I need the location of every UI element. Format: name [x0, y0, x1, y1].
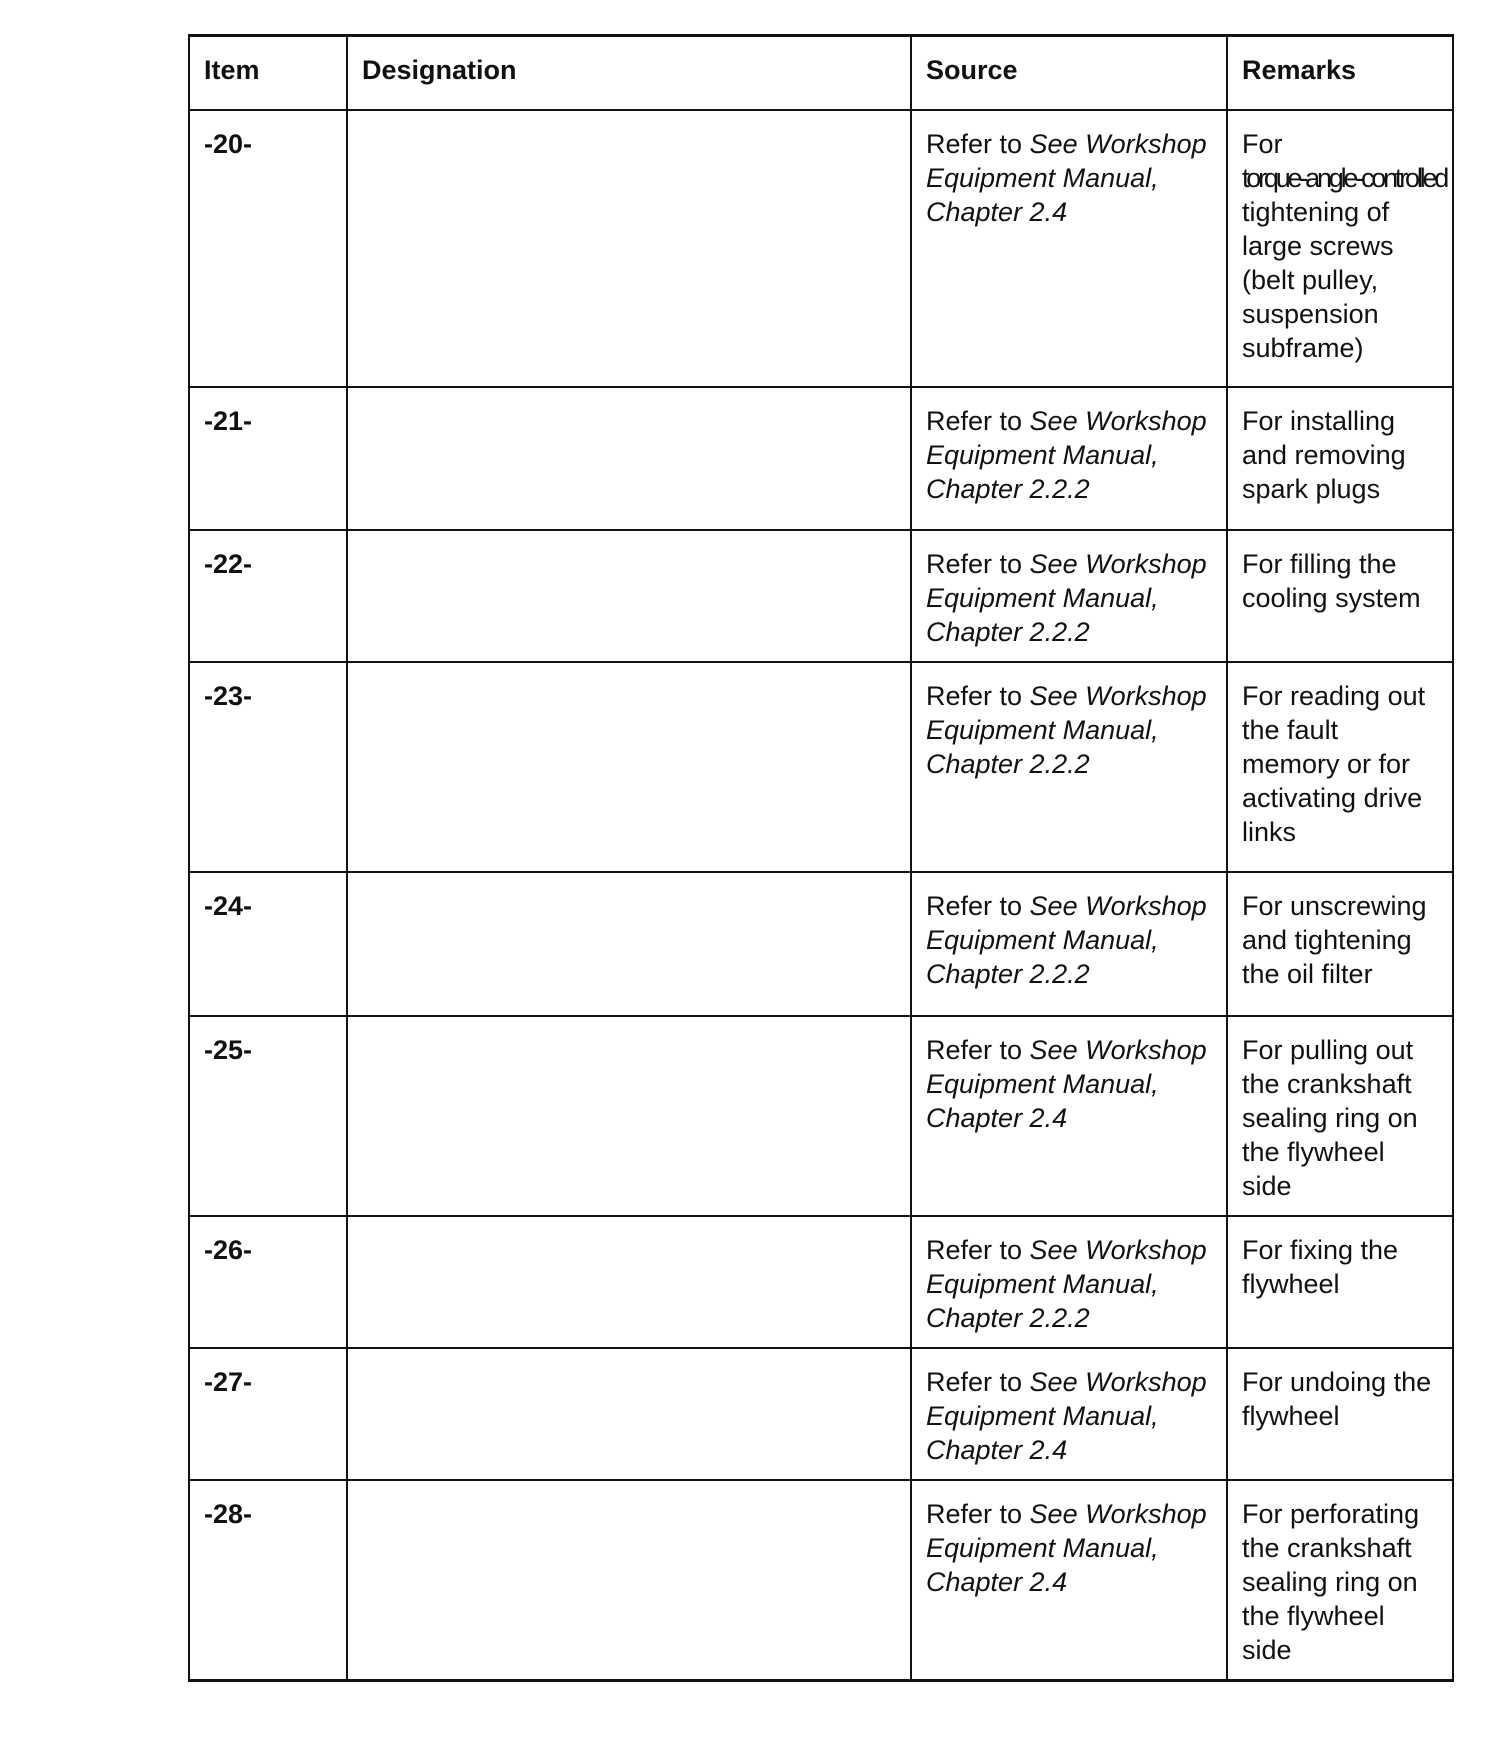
table-row	[189, 1016, 1453, 1216]
source-prefix: Refer to	[926, 1367, 1030, 1397]
source-reference-link[interactable]: See Workshop Equipment Manual, Chapter 2.2.2	[926, 891, 1207, 989]
source-prefix: Refer to	[926, 1035, 1030, 1065]
source-cell	[911, 1348, 1227, 1480]
source-cell	[911, 530, 1227, 662]
source-reference-link[interactable]: See Workshop Equipment Manual, Chapter 2.4	[926, 129, 1207, 227]
item-number: -26-	[189, 1216, 347, 1348]
item-number: -25-	[189, 1016, 347, 1216]
table-row	[189, 662, 1453, 872]
source-prefix: Refer to	[926, 681, 1030, 711]
source-prefix: Refer to	[926, 549, 1030, 579]
designation-cell	[347, 1348, 911, 1480]
source-cell	[911, 1480, 1227, 1681]
source-reference-link[interactable]: See Workshop Equipment Manual, Chapter 2.4	[926, 1367, 1207, 1465]
header-item: Item	[189, 36, 347, 111]
source-prefix: Refer to	[926, 891, 1030, 921]
table-row	[189, 387, 1453, 530]
source-prefix: Refer to	[926, 1235, 1030, 1265]
designation-cell	[347, 1216, 911, 1348]
remarks-cell: For pulling out the crankshaft sealing ring on the flywheel side	[1227, 1016, 1453, 1216]
source-reference-link[interactable]: See Workshop Equipment Manual, Chapter 2.2.2	[926, 681, 1207, 779]
remarks-cell	[1227, 110, 1453, 387]
source-reference-link[interactable]: See Workshop Equipment Manual, Chapter 2.2.2	[926, 1235, 1207, 1333]
table-row	[189, 872, 1453, 1016]
source-reference-link[interactable]: See Workshop Equipment Manual, Chapter 2.4	[926, 1499, 1207, 1597]
designation-cell	[347, 1016, 911, 1216]
table-row	[189, 1348, 1453, 1480]
table-header-row	[189, 36, 1453, 111]
designation-cell	[347, 1480, 911, 1681]
table-row	[189, 110, 1453, 387]
table-row	[189, 530, 1453, 662]
remarks-squeezed: torque-angle-controlled	[1242, 163, 1447, 193]
table-row	[189, 1216, 1453, 1348]
designation-cell	[347, 662, 911, 872]
source-reference-link[interactable]: See Workshop Equipment Manual, Chapter 2.2.2	[926, 549, 1207, 647]
source-prefix: Refer to	[926, 1499, 1030, 1529]
source-reference-link[interactable]: See Workshop Equipment Manual, Chapter 2.2.2	[926, 406, 1207, 504]
designation-cell	[347, 872, 911, 1016]
remarks-cell: For unscrewing and tightening the oil filter	[1227, 872, 1453, 1016]
item-number: -27-	[189, 1348, 347, 1480]
remarks-cell: For fixing the flywheel	[1227, 1216, 1453, 1348]
source-cell	[911, 387, 1227, 530]
item-number: -21-	[189, 387, 347, 530]
remarks-text: tightening of large screws (belt pulley, suspension subframe)	[1242, 197, 1394, 363]
source-cell	[911, 1216, 1227, 1348]
item-number: -22-	[189, 530, 347, 662]
designation-cell	[347, 110, 911, 387]
item-number: -20-	[189, 110, 347, 387]
designation-cell	[347, 530, 911, 662]
remarks-cell: For perforating the crankshaft sealing ring on the flywheel side	[1227, 1480, 1453, 1681]
remarks-cell: For filling the cooling system	[1227, 530, 1453, 662]
source-prefix: Refer to	[926, 129, 1030, 159]
source-cell	[911, 872, 1227, 1016]
source-reference-link[interactable]: See Workshop Equipment Manual, Chapter 2.4	[926, 1035, 1207, 1133]
source-cell	[911, 110, 1227, 387]
header-remarks: Remarks	[1227, 36, 1453, 111]
remarks-lead: For	[1242, 129, 1283, 159]
header-source: Source	[911, 36, 1227, 111]
item-number: -24-	[189, 872, 347, 1016]
remarks-cell: For reading out the fault memory or for activating drive links	[1227, 662, 1453, 872]
item-number: -28-	[189, 1480, 347, 1681]
remarks-cell: For installing and removing spark plugs	[1227, 387, 1453, 530]
table-row	[189, 1480, 1453, 1681]
remarks-cell: For undoing the flywheel	[1227, 1348, 1453, 1480]
special-tools-table	[188, 34, 1454, 1682]
source-cell	[911, 1016, 1227, 1216]
item-number: -23-	[189, 662, 347, 872]
designation-cell	[347, 387, 911, 530]
source-prefix: Refer to	[926, 406, 1030, 436]
source-cell	[911, 662, 1227, 872]
header-designation: Designation	[347, 36, 911, 111]
